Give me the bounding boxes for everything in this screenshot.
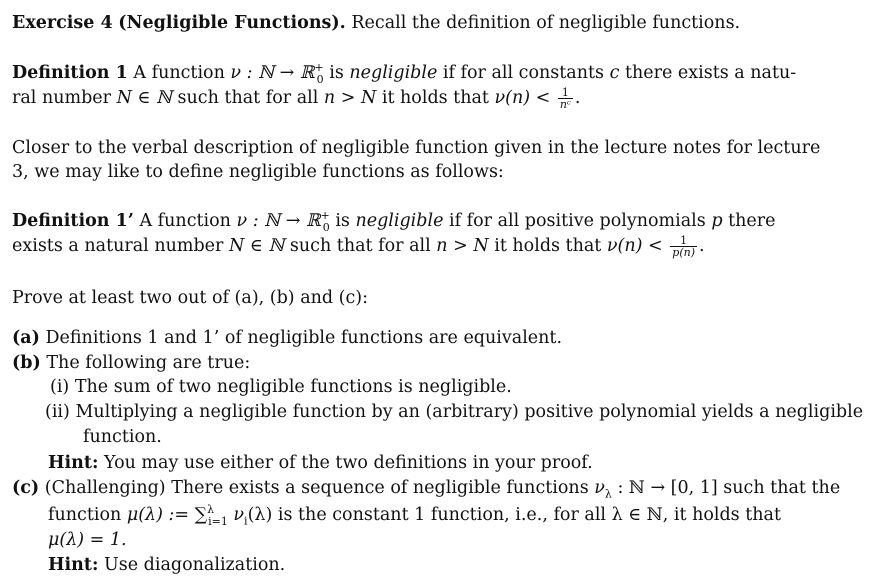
item-c-text: (Challenging) There exists a sequence of negligible functions <box>44 478 595 498</box>
def1p-math-N: N ∈ ℕ <box>228 236 285 256</box>
item-b-ii <box>45 400 880 424</box>
exercise-number: Exercise 4 <box>12 13 113 33</box>
item-c-sum-sub: i=1 <box>208 514 228 528</box>
item-c-math-result: μ(λ) = 1. <box>48 530 127 550</box>
item-c-line-3 <box>48 528 874 552</box>
def1p-text: such that for all <box>284 236 437 256</box>
frac-num: 1 <box>558 87 573 99</box>
item-b-text: The following are true: <box>46 353 251 373</box>
item-a <box>12 326 874 350</box>
definition-1-line-2 <box>12 86 874 110</box>
def1p-text: there <box>722 211 776 231</box>
def1-math-n: n > N <box>323 88 377 108</box>
item-c-sum-sup: λ <box>207 503 215 517</box>
def1p-text: A function <box>139 211 237 231</box>
def1-math-nu: ν(n) < <box>494 88 551 108</box>
def1-math-N: N ∈ ℕ <box>116 88 172 108</box>
item-b-ii-text-1: Multiplying a negligible function by an (arbitrary) positive polynomial yields a negligible <box>75 402 864 422</box>
item-c-label: (c) <box>12 478 40 498</box>
def1-math-signature: ν : ℕ → ℝ <box>230 63 315 83</box>
def1p-math-p: p <box>711 211 723 231</box>
def1p-text: it holds that <box>488 236 607 256</box>
definition-1p-line-1 <box>12 209 874 233</box>
item-c-math-nu: ν <box>594 478 605 498</box>
def1p-term: negligible <box>355 211 444 231</box>
def1p-sup: + <box>320 209 330 223</box>
def1p-sub: 0 <box>322 220 330 234</box>
item-c-math-mu: μ(λ) := ∑ <box>126 505 208 525</box>
def1p-period: . <box>699 236 705 256</box>
item-b-ii-line-2: function. <box>83 427 162 447</box>
def1-text: ral number <box>12 88 117 108</box>
item-b-hint <box>48 451 878 475</box>
frac-den: nᶜ <box>559 98 571 111</box>
def1-text: A function <box>133 63 231 83</box>
item-b-hint-label: Hint: <box>48 453 99 473</box>
item-b-i-text: The sum of two negligible functions is negligible. <box>74 377 512 397</box>
frac-den: p(n) <box>672 246 695 259</box>
def1-term: negligible <box>349 63 438 83</box>
frac-num: 1 <box>670 235 697 247</box>
definition-1-label: Definition 1 <box>12 63 128 83</box>
item-c-text: : ℕ → [0, 1] such that the <box>611 478 841 498</box>
item-a-label: (a) <box>12 328 40 348</box>
item-c-math-i: i <box>244 514 248 528</box>
def1p-text: exists a natural number <box>12 236 229 256</box>
item-c-math-nui: ν <box>227 505 245 525</box>
def1p-text: if for all positive polynomials <box>443 211 712 231</box>
definition-1p-line-2 <box>12 234 874 258</box>
item-b-i-label: (i) <box>50 377 70 397</box>
def1p-math-nu: ν(n) < <box>606 236 663 256</box>
def1-text: such that for all <box>171 88 324 108</box>
def1-period: . <box>574 88 581 108</box>
def1-sup: + <box>314 61 324 75</box>
item-c-line-1 <box>12 476 874 500</box>
definition-1p-label: Definition 1’ <box>12 211 134 231</box>
def1-text: is <box>329 63 350 83</box>
def1-text: it holds that <box>376 88 495 108</box>
item-b-hint-text: You may use either of the two definitions in your proof. <box>104 453 593 473</box>
exercise-intro: Recall the definition of negligible functions. <box>351 13 741 33</box>
def1-text: if for all constants <box>437 63 610 83</box>
def1p-fraction <box>670 235 697 258</box>
def1p-text: is <box>335 211 356 231</box>
item-c-hint <box>48 553 874 577</box>
item-b-label: (b) <box>12 353 41 373</box>
item-b <box>12 351 874 375</box>
def1p-math-signature: ν : ℕ → ℝ <box>236 211 321 231</box>
def1p-math-n: n > N <box>436 236 489 256</box>
item-a-text: Definitions 1 and 1’ of negligible functions are equivalent. <box>45 328 563 348</box>
item-c-hint-text: Use diagonalization. <box>104 555 286 575</box>
item-b-ii-label: (ii) <box>45 402 70 422</box>
item-c-text: function <box>48 505 127 525</box>
item-c-line-2 <box>48 503 874 527</box>
item-b-i <box>50 375 880 399</box>
item-c-text: (λ) is the constant 1 function, i.e., for all λ ∈ ℕ, it holds that <box>247 505 781 525</box>
def1-sub: 0 <box>316 72 324 86</box>
item-c-hint-label: Hint: <box>48 555 99 575</box>
paragraph-line-2: 3, we may like to define negligible functions as follows: <box>12 162 504 182</box>
paragraph-line-1: Closer to the verbal description of negligible function given in the lecture notes for lecture <box>12 138 821 158</box>
item-c-math-sub: λ <box>604 487 612 501</box>
prove-instruction: Prove at least two out of (a), (b) and (c): <box>12 288 369 308</box>
def1-fraction <box>558 87 573 110</box>
def1-text: there exists a natu- <box>619 63 797 83</box>
exercise-title: (Negligible Functions). <box>118 13 346 33</box>
definition-1-line-1 <box>12 61 874 85</box>
exercise-heading <box>12 11 874 35</box>
def1-math-c: c <box>609 63 620 83</box>
